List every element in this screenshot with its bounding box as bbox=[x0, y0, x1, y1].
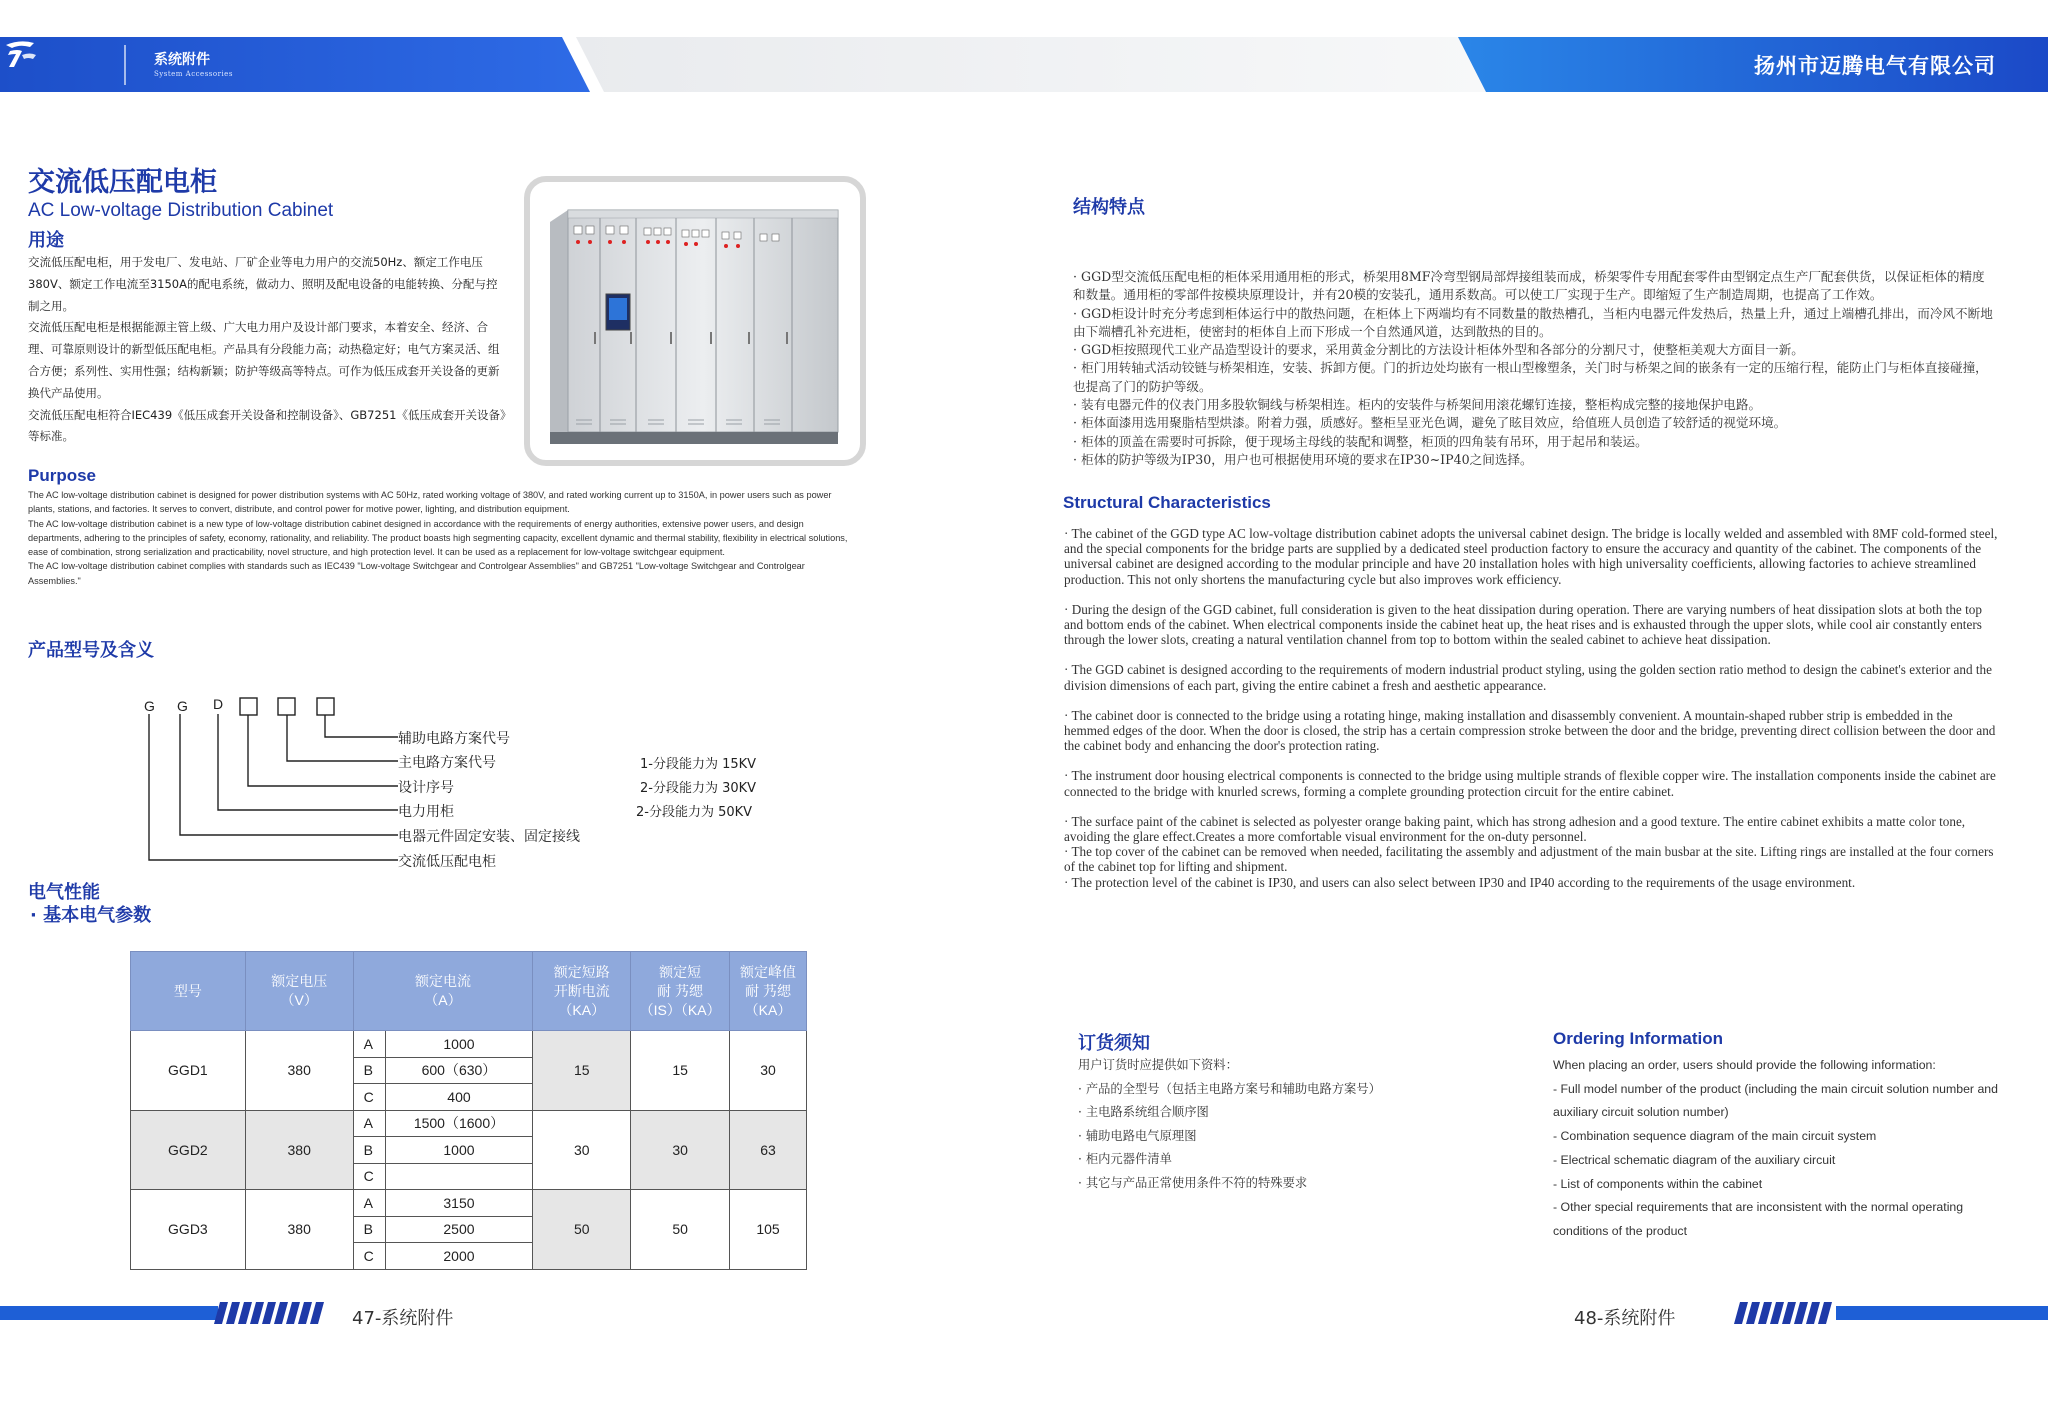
page-number-right: 48-系统附件 bbox=[1574, 1308, 1676, 1329]
model-cell: GGD2 bbox=[131, 1110, 246, 1190]
model-letter: G bbox=[144, 698, 155, 714]
usage-paragraph: 交流低压配电柜符合IEC439《低压成套开关设备和控制设备》、GB7251《低压成套开关设备》等标准。 bbox=[28, 407, 506, 444]
header-section-subtitle: System Accessories bbox=[154, 70, 233, 78]
model-cell: GGD3 bbox=[131, 1190, 246, 1270]
ordering-line: · 辅助电路电气原理图 bbox=[1078, 1128, 1197, 1143]
page-title: 交流低压配电柜 bbox=[28, 167, 217, 198]
electrical-heading: 电气性能 bbox=[28, 882, 100, 903]
page-subtitle: AC Low-voltage Distribution Cabinet bbox=[28, 200, 334, 221]
ordering-line: · 其它与产品正常使用条件不符的特殊要求 bbox=[1078, 1175, 1308, 1190]
ordering-line: When placing an order, users should provide the following information: bbox=[1553, 1058, 1936, 1072]
peak-current-cell: 30 bbox=[730, 1031, 807, 1111]
current-grade-cell: B bbox=[353, 1057, 385, 1084]
structure-text-cn bbox=[1073, 268, 1993, 469]
structure-paragraph: · 柜体的顶盖在需要时可拆除，便于现场主母线的装配和调整，柜顶的四角装有吊环，用于起吊和装运。 bbox=[1073, 433, 1648, 449]
current-grade-cell: B bbox=[353, 1216, 385, 1243]
structure-text-en bbox=[1064, 526, 1998, 890]
ordering-line: 用户订货时应提供如下资料： bbox=[1078, 1058, 1238, 1072]
header-band bbox=[0, 37, 2048, 92]
table-header-cell: 额定峰值 耐 艿缌 （KA） bbox=[730, 952, 807, 1031]
structure-paragraph: · GGD柜设计时充分考虑到柜体运行中的散热问题，在柜体上下两端均有不同数量的散热槽孔，当柜内电器元件发热后，热量上升，通过上端槽孔排出，而冷风不断地由下端槽孔补充进柜，使密封的柜体自上而下形成一个自然通风道，达到散热的目的。 bbox=[1073, 305, 1993, 339]
ordering-text-cn bbox=[1078, 1054, 1381, 1195]
company-logo-icon bbox=[0, 37, 40, 71]
current-grade-cell: B bbox=[353, 1137, 385, 1164]
current-value-cell: 1000 bbox=[385, 1031, 533, 1058]
page-header bbox=[0, 37, 2048, 92]
ordering-line: - Full model number of the product (including the main circuit solution number and auxiliary circuit solution number) bbox=[1553, 1081, 1998, 1120]
current-value-cell: 400 bbox=[385, 1084, 533, 1111]
breaking-current-cell: 50 bbox=[533, 1190, 631, 1270]
model-label: 设计序号 bbox=[398, 780, 454, 796]
electrical-params-table bbox=[130, 951, 807, 1270]
usage-paragraph: 交流低压配电柜，用于发电厂、发电站、厂矿企业等电力用户的交流50Hz、额定工作电压380V、额定工作电流至3150A的配电系统，做动力、照明及配电设备的电能转换、分配与控制之用。 bbox=[28, 255, 498, 313]
ordering-heading-cn: 订货须知 bbox=[1078, 1033, 1150, 1054]
current-grade-cell: C bbox=[353, 1243, 385, 1270]
table-header-cell: 额定短 耐 艿缌 （IS）（KA） bbox=[631, 952, 730, 1031]
header-section-title: 系统附件 bbox=[154, 52, 210, 68]
table-header-cell: 额定电流 （A） bbox=[353, 952, 533, 1031]
ordering-line: - List of components within the cabinet bbox=[1553, 1176, 1763, 1191]
structure-heading-en: Structural Characteristics bbox=[1063, 493, 1271, 512]
model-label: 电器元件固定安装、固定接线 bbox=[398, 829, 580, 845]
current-value-cell: 3150 bbox=[385, 1190, 533, 1217]
structure-paragraph: · The protection level of the cabinet is IP30, and users can also select between IP30 and IP40 according to the requirements of the usage environment. bbox=[1064, 874, 1856, 890]
short-time-current-cell: 15 bbox=[631, 1031, 730, 1111]
ordering-heading-en: Ordering Information bbox=[1553, 1029, 1723, 1048]
usage-text bbox=[28, 252, 506, 448]
ordering-line: · 柜内元器件清单 bbox=[1078, 1152, 1172, 1166]
current-grade-cell: C bbox=[353, 1084, 385, 1111]
distribution-cabinet-image bbox=[530, 182, 860, 460]
capacity-note: 2-分段能力为 50KV bbox=[636, 805, 753, 820]
current-grade-cell: A bbox=[353, 1031, 385, 1058]
voltage-cell: 380 bbox=[245, 1110, 353, 1190]
capacity-note: 2-分段能力为 30KV bbox=[640, 781, 757, 796]
structure-paragraph: · The GGD cabinet is designed according to the requirements of modern industrial product styling, using the golden section ratio method to design the cabinet's exterior and the division dimensions of each part, giving the entire cabinet a fresh and aesthetic appearance. bbox=[1064, 662, 1992, 693]
breaking-current-cell: 15 bbox=[533, 1031, 631, 1111]
ordering-line: - Other special requirements that are inconsistent with the normal operating conditions of the product bbox=[1553, 1200, 1964, 1238]
structure-paragraph: · The instrument door housing electrical components is connected to the bridge using multiple strands of flexible copper wire. The installation components inside the cabinet are connected to the bridge with knurled screws, forming a complete grounding protection circuit for the entire cabinet. bbox=[1064, 768, 1996, 799]
purpose-paragraph: The AC low-voltage distribution cabinet is designed for power distribution systems with AC 50Hz, rated working voltage of 380V, and rated working current up to 3150A, in power users such as power plants, stations, and factories. It serves to convert, distribute, and control power for motive power, lighting, and distribution equipment. bbox=[28, 490, 832, 515]
structure-paragraph: · 柜门用转轴式活动铰链与桥架相连，安装、拆卸方便。门的折边处均嵌有一根山型橡塑条，关门时与桥架之间的嵌条有一定的压缩行程，能防止门与柜体直接碰撞，也提高了门的防护等级。 bbox=[1073, 360, 1988, 394]
model-letter: G bbox=[177, 698, 188, 714]
table-row bbox=[131, 1031, 807, 1058]
basic-params-heading: · 基本电气参数 bbox=[30, 905, 152, 926]
header-company-name: 扬州市迈腾电气有限公司 bbox=[1754, 54, 1996, 78]
short-time-current-cell: 30 bbox=[631, 1110, 730, 1190]
model-label: 辅助电路方案代号 bbox=[398, 731, 510, 747]
voltage-cell: 380 bbox=[245, 1031, 353, 1111]
structure-paragraph: · The cabinet door is connected to the bridge using a rotating hinge, making installation and disassembly convenient. A mountain-shaped rubber strip is embedded in the hemmed edges of the door. When the door is closed, the strip has a certain compression stroke between the door and the bridge, preventing direct collision between the door and the cabinet body and enhancing the door's protection rating. bbox=[1064, 707, 1996, 754]
ordering-line: - Electrical schematic diagram of the auxiliary circuit bbox=[1553, 1152, 1836, 1167]
capacity-note: 1-分段能力为 15KV bbox=[640, 757, 757, 772]
model-cell: GGD1 bbox=[131, 1031, 246, 1111]
short-time-current-cell: 50 bbox=[631, 1190, 730, 1270]
table-row bbox=[131, 1190, 807, 1217]
ordering-line: - Combination sequence diagram of the main circuit system bbox=[1553, 1129, 1877, 1144]
structure-paragraph: · 柜体的防护等级为IP30，用户也可根据使用环境的要求在IP30~IP40之间选择。 bbox=[1073, 451, 1533, 467]
footer-band bbox=[0, 1298, 2048, 1328]
table-header-cell: 型号 bbox=[131, 952, 246, 1031]
table-header-cell: 额定电压 （V） bbox=[245, 952, 353, 1031]
ordering-line: · 主电路系统组合顺序图 bbox=[1078, 1105, 1209, 1119]
structure-paragraph: · The surface paint of the cabinet is selected as polyester orange baking paint, which has strong adhesion and a good texture. The entire cabinet exhibits a matte color tone, avoiding the glare effect.Creates a more comfortable visual environment for the on-duty personnel. bbox=[1064, 813, 1966, 845]
header-divider bbox=[124, 45, 126, 85]
model-heading: 产品型号及含义 bbox=[28, 640, 154, 661]
table-row bbox=[131, 1110, 807, 1137]
breaking-current-cell: 30 bbox=[533, 1110, 631, 1190]
table-header-cell: 额定短路 开断电流 （KA） bbox=[533, 952, 631, 1031]
current-value-cell bbox=[385, 1163, 533, 1190]
model-letter: D bbox=[213, 696, 224, 712]
purpose-paragraph: The AC low-voltage distribution cabinet complies with standards such as IEC439 "Low-voltage Switchgear and Controlgear Assemblies" and GB7251 "Low-voltage Switchgear and Controlgear Assemblies." bbox=[28, 561, 805, 586]
current-grade-cell: C bbox=[353, 1163, 385, 1190]
model-code-diagram bbox=[130, 690, 830, 880]
current-value-cell: 1500（1600） bbox=[385, 1110, 533, 1137]
structure-paragraph: · The top cover of the cabinet can be removed when needed, facilitating the assembly and adjustment of the main busbar at the site. Lifting rings are installed at the four corners of the cabinet top for lifting and shipment. bbox=[1064, 844, 1994, 875]
table-header-row bbox=[131, 952, 807, 1031]
voltage-cell: 380 bbox=[245, 1190, 353, 1270]
structure-paragraph: · 装有电器元件的仪表门用多股软铜线与桥架相连。柜内的安装件与桥架间用滚花螺钉连接，整柜构成完整的接地保护电路。 bbox=[1073, 397, 1762, 413]
model-label: 主电路方案代号 bbox=[398, 755, 496, 771]
current-value-cell: 2000 bbox=[385, 1243, 533, 1270]
purpose-paragraph: The AC low-voltage distribution cabinet is a new type of low-voltage distribution cabinet designed in accordance with the requirements of energy authorities, extensive power users, and design departments, adhering to the principles of safety, economy, rationality, and reliability. The product boasts high segmenting capacity, excellent dynamic and thermal stability, flexibility in electrical solutions, ease of combination, strong serialization and practicability, novel structure, and high protection level. It can be used as a replacement for low-voltage switchgear equipment. bbox=[28, 518, 848, 558]
current-grade-cell: A bbox=[353, 1190, 385, 1217]
structure-heading-cn: 结构特点 bbox=[1073, 197, 1145, 218]
peak-current-cell: 105 bbox=[730, 1190, 807, 1270]
current-value-cell: 600（630） bbox=[385, 1057, 533, 1084]
peak-current-cell: 63 bbox=[730, 1110, 807, 1190]
model-label: 电力用柜 bbox=[398, 804, 454, 820]
structure-paragraph: · 柜体面漆用选用聚脂桔型烘漆。附着力强，质感好。整柜呈亚光色调，避免了眩目效应，给值班人员创造了较舒适的视觉环境。 bbox=[1073, 415, 1787, 431]
product-photo-frame bbox=[524, 176, 866, 466]
current-value-cell: 1000 bbox=[385, 1137, 533, 1164]
current-value-cell: 2500 bbox=[385, 1216, 533, 1243]
ordering-line: · 产品的全型号（包括主电路方案号和辅助电路方案号） bbox=[1078, 1081, 1381, 1096]
purpose-heading: Purpose bbox=[28, 466, 97, 485]
model-label: 交流低压配电柜 bbox=[398, 854, 496, 870]
current-grade-cell: A bbox=[353, 1110, 385, 1137]
usage-heading: 用途 bbox=[28, 230, 64, 251]
structure-paragraph: · GGD柜按照现代工业产品造型设计的要求，采用黄金分割比的方法设计柜体外型和各部分的分割尺寸，使整柜美观大方面目一新。 bbox=[1073, 342, 1804, 358]
purpose-text bbox=[28, 488, 858, 588]
structure-paragraph: · GGD型交流低压配电柜的柜体采用通用柜的形式，桥架用8MF冷弯型钢局部焊接组装而成，桥架零件专用配套零件由型钢定点生产厂配套供货，以保证柜体的精度和数量。通用柜的零部件按模块原理设计，并有20模的安装孔，通用系数高。可以使工厂实现于生产。即缩短了生产制造周期，也提高了工作效。 bbox=[1073, 269, 1985, 303]
page-number-left: 47-系统附件 bbox=[352, 1308, 454, 1329]
ordering-text-en bbox=[1553, 1054, 2013, 1244]
structure-paragraph: · The cabinet of the GGD type AC low-voltage distribution cabinet adopts the universal cabinet design. The bridge is locally welded and assembled with 8MF cold-formed steel, and the special components for the bridge parts are supplied by a dedicated steel production factory to ensure the accuracy and quantity of the cabinet. The components of the universal cabinet are designed according to the modular principle and have 20 installation holes with high universality coefficients, allowing factories to achieve streamlined production. This not only shortens the manufacturing cycle but also improves work efficiency. bbox=[1064, 526, 1998, 587]
structure-paragraph: · During the design of the GGD cabinet, full consideration is given to the heat dissipation during operation. There are varying numbers of heat dissipation slots at both the top and bottom ends of the cabinet. When electrical components inside the cabinet heat up, the heat rises and is exhausted through the upper slots, while cool air constantly enters through the lower slots, creating a natural ventilation channel from top to bottom within the sealed cabinet to achieve heat dissipation. bbox=[1064, 601, 1982, 648]
usage-paragraph: 交流低压配电柜是根据能源主管上级、广大电力用户及设计部门要求，本着安全、经济、合理、可靠原则设计的新型低压配电柜。产品具有分段能力高；动热稳定好；电气方案灵活、组合方便；系列性、实用性强；结构新颖；防护等级高等特点。可作为低压成套开关设备的更新换代产品使用。 bbox=[28, 320, 500, 400]
